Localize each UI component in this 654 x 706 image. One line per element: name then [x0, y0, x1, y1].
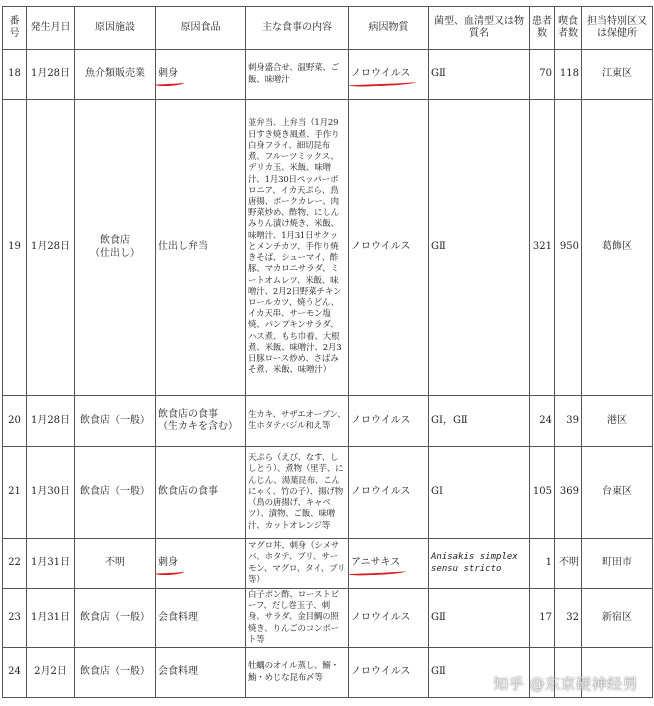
header-serotype: 菌型、血清型又は物質名	[429, 7, 530, 50]
cell-meal: 天ぷら（えび、なす、ししとう）、煮物（里芋、にんじん、湯葉昆布、こんにゃく、竹の子）、揚げ物（鳥の唐揚げ、キャベツ）、漬物、ご飯、味噌汁、カットオレンジ等	[246, 447, 349, 539]
table-row	[3, 589, 653, 648]
cell-agent: ノロウイルス	[349, 589, 429, 648]
header-eaters: 喫食者数	[555, 7, 582, 50]
cell-date: 1月28日	[27, 100, 75, 396]
cell-serotype: GⅡ	[429, 589, 530, 648]
cell-food: 飲食店の食事	[156, 447, 246, 539]
cell-patients: 1	[530, 539, 555, 589]
cell-facility: 飲食店（一般）	[75, 447, 156, 539]
cell-eaters: 118	[555, 50, 582, 100]
cell-meal: 刺身盛合せ、温野菜、ご飯、味噌汁	[246, 50, 349, 100]
header-date: 発生月日	[27, 7, 75, 50]
cell-eaters: 不明	[555, 539, 582, 589]
header-office: 担当特別区又は保健所	[582, 7, 653, 50]
cell-meal: 生カキ、サザエオーブン、生ホタテバジル和え等	[246, 396, 349, 447]
header-facility: 原因施設	[75, 7, 156, 50]
cell-facility: 不明	[75, 539, 156, 589]
cell-agent	[349, 539, 429, 589]
cell-patients: 321	[530, 100, 555, 396]
cell-no: 23	[3, 589, 27, 648]
cell-eaters: 369	[555, 447, 582, 539]
cell-serotype: Anisakis simplex sensu stricto	[429, 539, 530, 589]
cell-patients: 17	[530, 589, 555, 648]
cell-no: 18	[3, 50, 27, 100]
cell-date: 1月28日	[27, 396, 75, 447]
cell-food	[156, 50, 246, 100]
header-patients: 患者数	[530, 7, 555, 50]
cell-no: 20	[3, 396, 27, 447]
cell-office: 葛飾区	[582, 100, 653, 396]
cell-office: 新宿区	[582, 589, 653, 648]
cell-food: 仕出し弁当	[156, 100, 246, 396]
header-food: 原因食品	[156, 7, 246, 50]
cell-facility: 飲食店（一般）	[75, 648, 156, 698]
header-no: 番号	[3, 7, 27, 50]
table-row	[3, 447, 653, 539]
cell-food: 飲食店の食事 （生カキを含む）	[156, 396, 246, 447]
cell-patients: 105	[530, 447, 555, 539]
cell-facility: 飲食店（一般）	[75, 589, 156, 648]
cell-agent: ノロウイルス	[349, 396, 429, 447]
cell-meal: 白子ポン酢、ローストビーフ、だし巻玉子、刺身、サラダ、金目鯛の照焼き、りんごのコンポート等	[246, 589, 349, 648]
cell-facility: 飲食店（一般）	[75, 396, 156, 447]
cell-agent	[349, 50, 429, 100]
table-row	[3, 539, 653, 589]
cell-no: 21	[3, 447, 27, 539]
cell-agent: ノロウイルス	[349, 447, 429, 539]
cell-date: 1月28日	[27, 50, 75, 100]
cell-meal: マグロ丼、刺身（シメサバ、ホタテ、ブリ、サーモン、マグロ、タイ、ブリ等）	[246, 539, 349, 589]
table-row	[3, 50, 653, 100]
cell-meal: 並弁当、上弁当（1月29日すき焼き風煮、手作り白身フライ、細切昆布煮、フルーツミックス、デリカ玉、米飯、味噌汁、1月30日ペッパーボロニア、イカ天ぷら、鳥唐揚、ポークカレー、肉野菜炒め、酢物、にしんみりん漬け焼き、米飯、味噌汁、1月31日サクッとメンチカツ、手作り焼きそば、シューマイ、酢豚、マカロニサラダ、ミートオムレツ、米飯、味噌汁、2月2日野菜チキンロールカツ、焼うどん、イカ天串、サーモン塩焼、パンプキンサラダ、ハス煮、もち巾着、大根煮、米飯、味噌汁、2月3日豚ロース炒め、さばみそ煮、米飯、味噌汁）	[246, 100, 349, 396]
cell-patients: 70	[530, 50, 555, 100]
cell-date: 1月31日	[27, 539, 75, 589]
header-agent: 病因物質	[349, 7, 429, 50]
cell-meal: 牡蠣のオイル蒸し、鰯・鮪・めじな昆布〆等	[246, 648, 349, 698]
cell-eaters: 32	[555, 589, 582, 648]
cell-date: 2月2日	[27, 648, 75, 698]
cell-food: 会食料理	[156, 589, 246, 648]
red-underline-food: 刺身	[158, 557, 178, 569]
header-meal: 主な食事の内容	[246, 7, 349, 50]
cell-serotype: GⅡ	[429, 50, 530, 100]
cell-patients: 24	[530, 396, 555, 447]
table-row	[3, 100, 653, 396]
cell-date: 1月31日	[27, 589, 75, 648]
red-underline-agent: アニサキス	[351, 557, 401, 569]
cell-office: 町田市	[582, 539, 653, 589]
cell-serotype: GⅡ	[429, 648, 530, 698]
cell-date: 1月30日	[27, 447, 75, 539]
cell-agent: ノロウイルス	[349, 648, 429, 698]
cell-agent: ノロウイルス	[349, 100, 429, 396]
cell-food	[156, 539, 246, 589]
cell-facility: 魚介類販売業	[75, 50, 156, 100]
cell-no: 22	[3, 539, 27, 589]
cell-office: 江東区	[582, 50, 653, 100]
red-underline-agent: ノロウイルス	[351, 68, 411, 80]
cell-food: 会食料理	[156, 648, 246, 698]
cell-facility: 飲食店 （仕出し）	[75, 100, 156, 396]
header-row	[3, 7, 653, 50]
cell-serotype: GⅡ	[429, 100, 530, 396]
cell-no: 19	[3, 100, 27, 396]
table-row	[3, 396, 653, 447]
cell-serotype: GⅠ，GⅡ	[429, 396, 530, 447]
red-underline-food: 刺身	[158, 68, 178, 80]
cell-office: 台東区	[582, 447, 653, 539]
cell-eaters: 39	[555, 396, 582, 447]
cell-no: 24	[3, 648, 27, 698]
watermark: 知乎 @东京硬神经男	[493, 675, 638, 693]
outbreak-table	[2, 6, 653, 698]
cell-serotype: GⅠ	[429, 447, 530, 539]
cell-office: 港区	[582, 396, 653, 447]
cell-eaters: 950	[555, 100, 582, 396]
